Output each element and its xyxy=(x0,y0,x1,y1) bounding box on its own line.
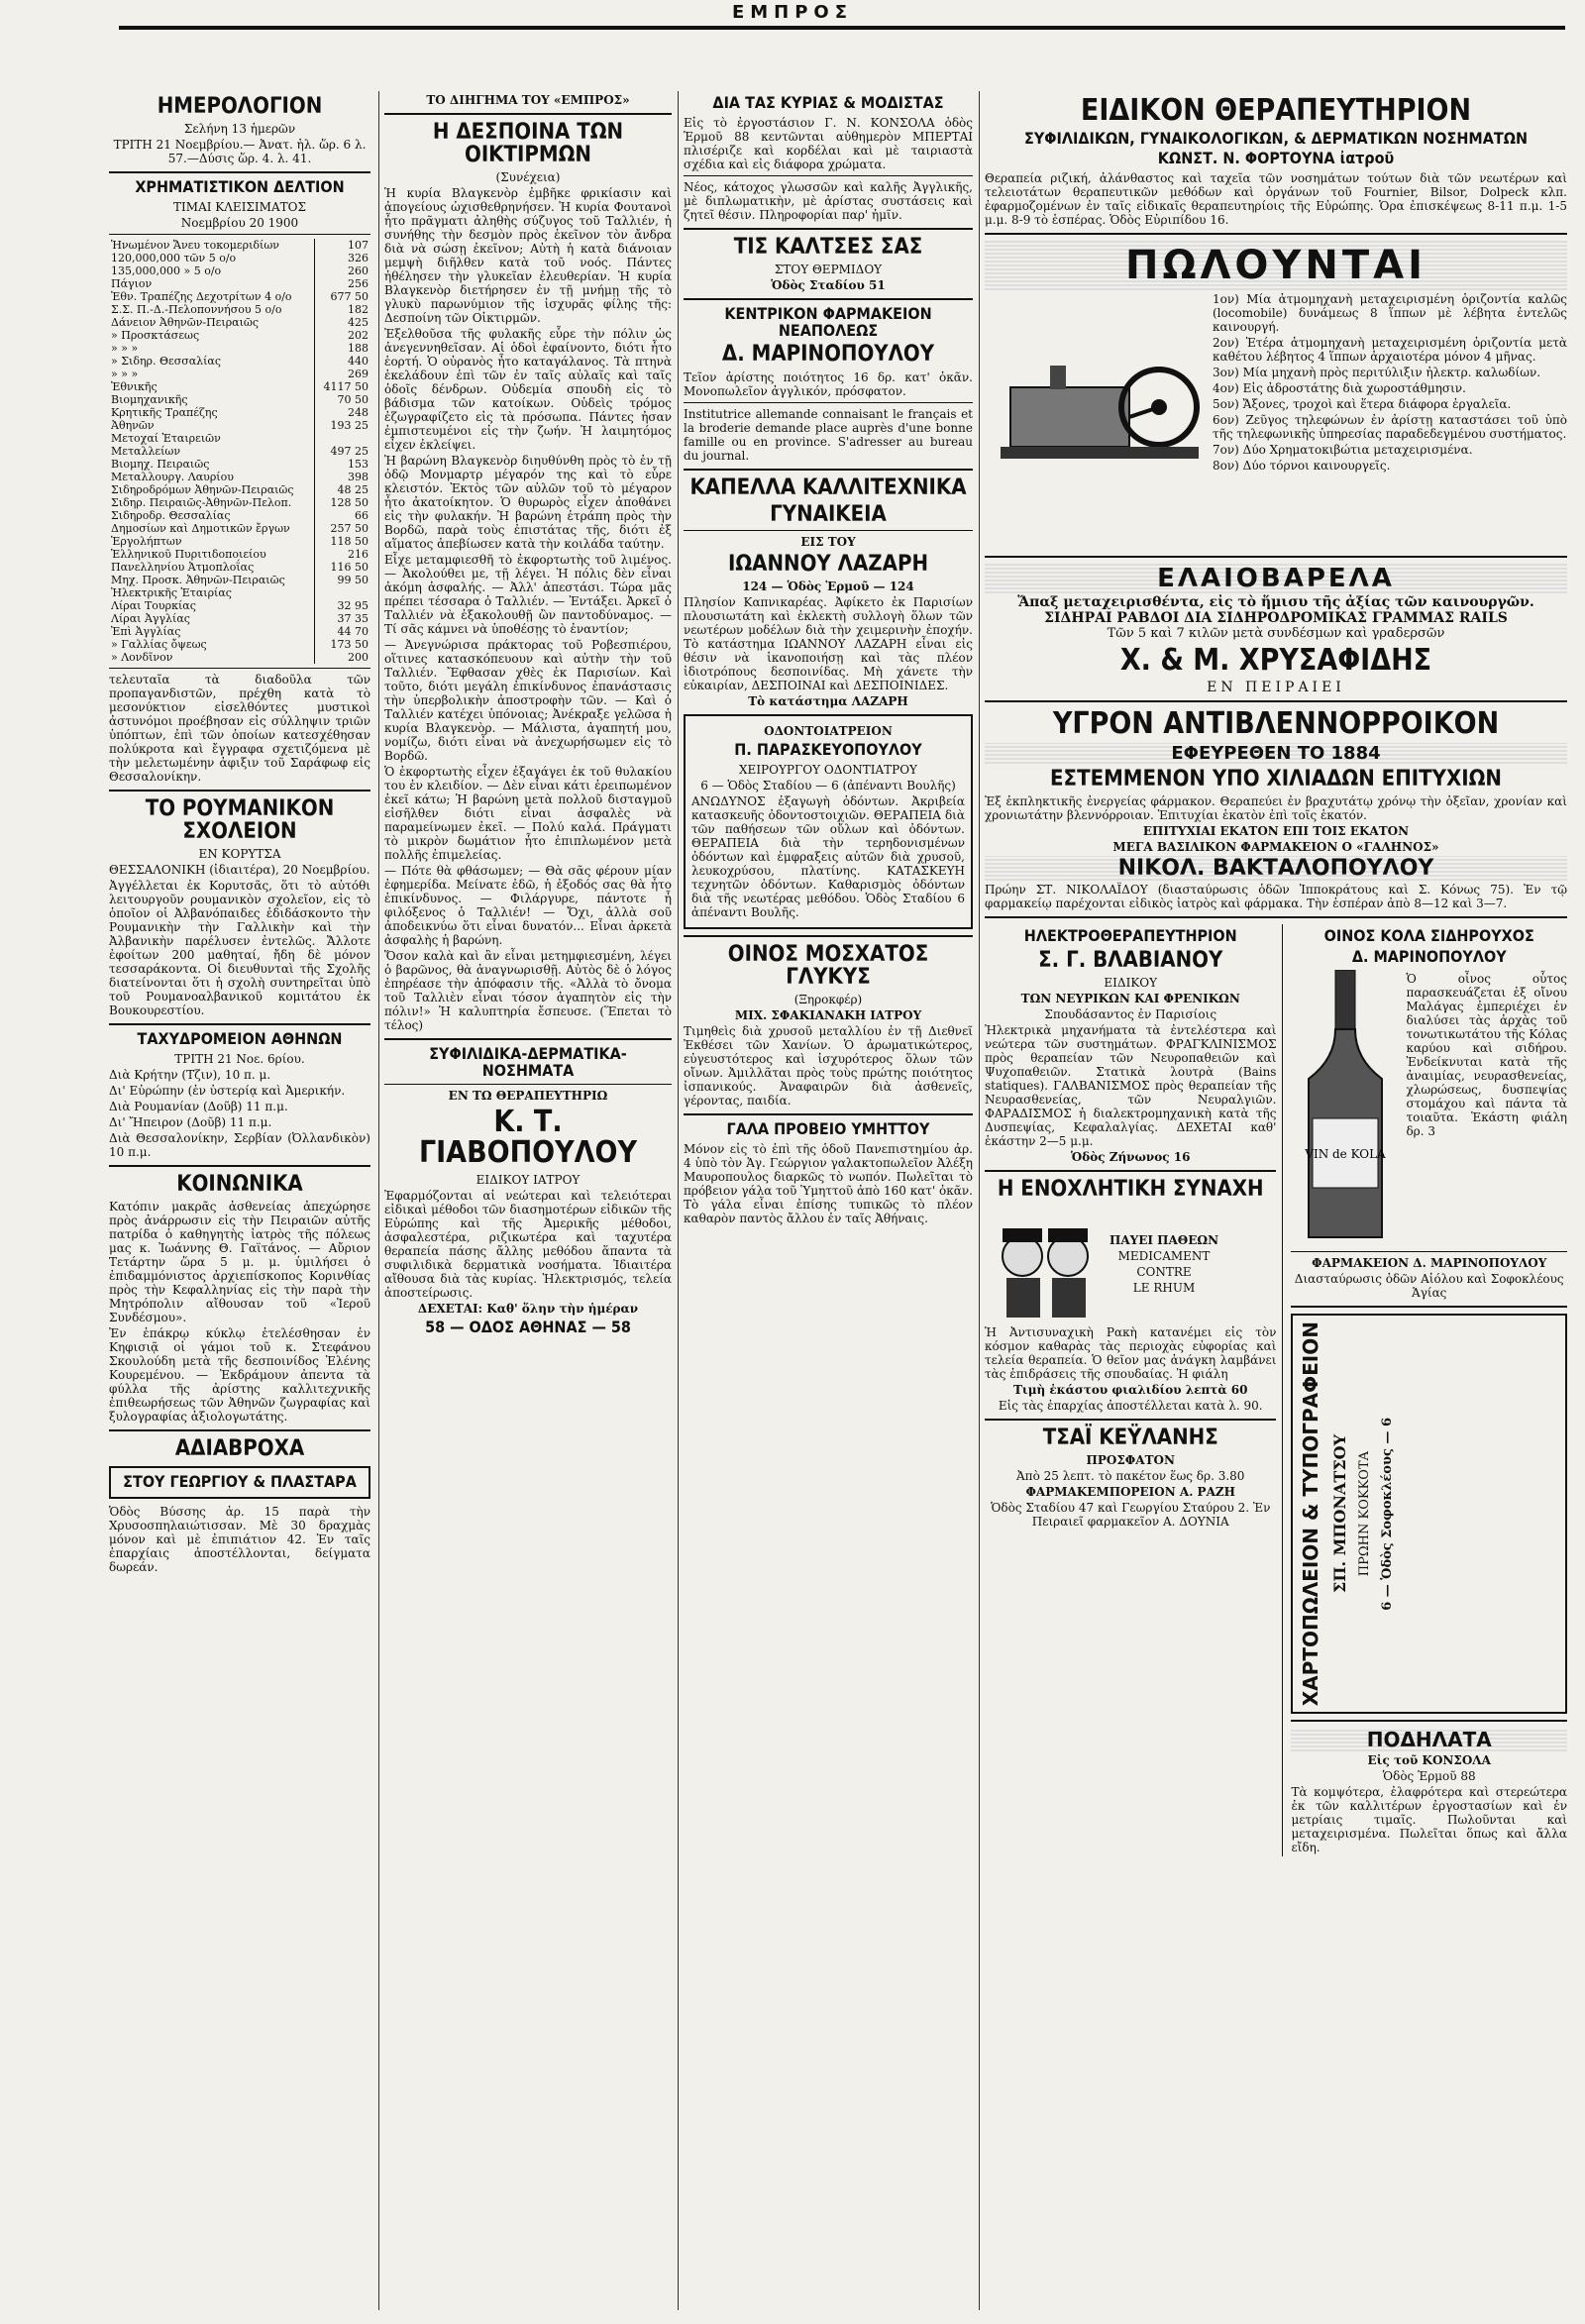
price-value: 32 95 xyxy=(315,599,371,612)
price-row xyxy=(109,406,370,419)
print-title: ΧΑΡΤΟΠΩΛΕΙΟΝ & ΤΥΠΟΓΡΑΦΕΙΟΝ xyxy=(1299,1320,1323,1707)
price-row xyxy=(109,574,370,586)
price-value xyxy=(315,586,371,599)
social-text: Κατόπιν μακρᾶς ἀσθενείας ἀπεχώρησε πρὸς ἀνάρρωσιν εἰς τὴν Πειραιῶν αὐτῆς πατρίδα ὁ καθηγητὴς ἰατρὸς τῆς πόλεως μας κ. Ἰωάννης Θ. Γαϊτάνος. — Αὔριον Τετάρτην ὥρα 5 μ. μ. ὑμιλήσει ὁ ἐπιδαμμόνιστος ἀρχιεπίσκοπος Κορινθίας πρὸς τὴν Κεφαλληνίας εἰς τὴν παρὰ τὴν Μητρόπολιν αἴθουσαν τοῦ «Ἱεροῦ Συνδέσμου». xyxy=(109,1199,370,1324)
story-continued: (Συνέχεια) xyxy=(495,170,561,185)
price-row xyxy=(109,368,370,380)
divider xyxy=(985,1170,1276,1172)
price-label: Δημοσίων καὶ Δημοτικῶν ἔργων xyxy=(111,521,290,535)
divider xyxy=(109,1429,370,1431)
school-dateline: ΘΕΣΣΑΛΟΝΙΚΗ (ἰδιαιτέρα), 20 Νοεμβρίου. xyxy=(109,863,370,878)
price-value: 200 xyxy=(315,651,371,664)
oil-barrels-text: Ἅπαξ μεταχειρισθέντα, εἰς τὸ ἥμισυ τῆς ἀξίας τῶν καινουργῶν. xyxy=(1017,594,1534,611)
price-label: Ἠλεκτρικῆς Ἑταιρίας xyxy=(111,585,232,599)
price-value: 257 50 xyxy=(315,522,371,535)
price-value: 440 xyxy=(315,355,371,368)
sale-item: 1ον) Μία ἀτμομηχανὴ μεταχειρισμένη ὁριζοντία καλῶς (locomobile) δυνάμεως 8 ἵππων μὲ λέβητα ἐντελῶς καινουργή. xyxy=(1213,292,1567,335)
divider xyxy=(985,556,1567,558)
divider xyxy=(384,1038,672,1040)
social-title: ΚΟΙΝΩΝΙΚΑ xyxy=(176,1171,303,1197)
price-value: 256 xyxy=(315,277,371,290)
price-value: 48 25 xyxy=(315,483,371,496)
price-label: Μετοχαί Ἑταιρειῶν xyxy=(111,431,221,445)
price-value: 44 70 xyxy=(315,625,371,638)
divider xyxy=(684,175,973,176)
print-address: 6 — Ὁδὸς Σοφοκλέους — 6 xyxy=(1380,1417,1396,1611)
story-paragraph: Εἶχε μεταμφιεσθῆ τὸ ἐκφορτωτὴς τοῦ λιμένος. — Ἀκολούθει με, τῇ λέγει. Ἡ πόλις δὲν εἶναι ἀκόμη ἀσφαλής. — Ἀλλ' ἀπεστάσι. Τώρα μᾶς πρέπει τέσσαρα ὁ Ταλλιέν. — Ἐντάξει. Ἀρκεῖ ὁ Ταλλιέν νὰ ἐξακολουθῇ ὢν παντοδύναμος. — Τί σᾶς κάμνει νὰ ὑποθέσῃς τὸ ἐναντίον; xyxy=(384,553,672,637)
bicycles-address: Ὁδὸς Ἑρμοῦ 88 xyxy=(1382,1769,1476,1784)
oil-barrels-title: ΕΛΑΙΟΒΑΡΕΛΑ xyxy=(985,564,1567,593)
clinic-title: ΣΥΦΙΛΙΔΙΚΑ-ΔΕΡΜΑΤΙΚΑ-ΝΟΣΗΜΑΤΑ xyxy=(429,1044,627,1080)
price-value: 128 50 xyxy=(315,496,371,509)
price-label: Ἑλληνικοῦ Πυριτιδοποιείου xyxy=(111,547,266,561)
classified-text: Νέος, κάτοχος γλωσσῶν καὶ καλῆς Ἀγγλικῆς, μὲ διπλωματικὴν, μὲ ἀρίστας συστάσεις καὶ ζητεῖ θέσιν. Πληροφορίαι παρ' ἡμῖν. xyxy=(684,179,973,222)
price-row xyxy=(109,329,370,342)
divider xyxy=(684,935,973,937)
sale-item: 5ον) Ἄξονες, τροχοὶ καὶ ἕτερα διάφορα ἐργαλεῖα. xyxy=(1213,397,1512,412)
price-value: 4117 50 xyxy=(315,380,371,393)
price-row xyxy=(109,342,370,355)
therapy-title: ΕΙΔΙΚΟΝ ΘΕΡΑΠΕΥΤΗΡΙΟΝ xyxy=(1080,93,1472,128)
price-value: 202 xyxy=(315,329,371,342)
price-value xyxy=(315,432,371,445)
hats-title: ΚΑΠΕΛΛΑ ΚΑΛΛΙΤΕΧΝΙΚΑ xyxy=(689,475,967,500)
price-label: » Γαλλίας ὄψεως xyxy=(111,637,207,651)
story-paragraph: Ὅσον καλὰ καὶ ἂν εἶναι μετημφιεσμένη, λέγει ὁ βαρῶνος, θὰ ἀναγνωρισθῇ. Αὐτὸς δὲ ὁ λόγος ἐπηρέασε τὴν ἀπόφασιν τῆς. «Ἀλλὰ τὸ ὄνομα τοῦ Ταλλιὲν εἶναι τόσον ἀγαπητὸν εἰς τὴν πόλιν!» Ἡ καλυπτηρία ἔσπευσε. (Ἕπεται τὸ τέλος) xyxy=(384,949,672,1033)
school-text: Ἀγγέλλεται ἐκ Κορυτσᾶς, ὅτι τὸ αὐτόθι λειτουργοῦν ρουμανικὸν σχολεῖον, εἰς τὸ ὁποῖον οἱ Ἀλβανόπαιδες ἐδιδάσκοντο τὴν Ρουμανικὴν τὴν Γαλλικὴν καὶ τὴν Ἀλβανικὴν παρέλυσεν ἐντελῶς. Ἄλλοτε ἐφοίτων 200 μαθηταί, ἤδη δὲ μόνον τεσσαράκοντα. Οἱ διευθυνταὶ τῆς Σχολῆς διατείνονται ὅτι ἡ σχολὴ συντηρεῖται ὑπὸ τοῦ Ρουμανοαλβανικοῦ κομιτάτου ἐκ Βουκουρεστίου. xyxy=(109,879,370,1018)
price-label: Κρητικῆς Τραπέζης xyxy=(111,405,218,419)
column-divider xyxy=(678,91,679,2310)
story-paragraph: Ὁ ἐκφορτωτὴς εἶχεν ἐξαγάγει ἐκ τοῦ θυλακίου του ἐν κλειδίον. — Δὲν εἶναι κάτι ἐρειπωμένον ἐκεῖ κάτω; Ἡ βαρώνη μετὰ πολλοῦ δισταγμοῦ εἰσῆλθεν διότι εἶναι ἀσφαλὲς νὰ παραμείνωμεν ἐκεῖ. — Πολύ καλά. Πράγματι τὸ μικρὸν δωμάτιον ἦτο ἐπιπλωμένον μετὰ πολλῆς ἐπιμελείας. xyxy=(384,765,672,863)
dentist-role: ΧΕΙΡΟΥΡΓΟΥ ΟΔΟΝΤΙΑΤΡΟΥ xyxy=(739,762,917,777)
price-label: » Λονδῖνον xyxy=(111,650,173,664)
pharmacy-name: Δ. ΜΑΡΙΝΟΠΟΥΛΟΥ xyxy=(721,342,935,368)
price-value: 326 xyxy=(315,252,371,264)
remedy-pharmacy: ΜΕΓΑ ΒΑΣΙΛΙΚΟΝ ΦΑΡΜΑΚΕΙΟΝ Ο «ΓΑΛΗΝΟΣ» xyxy=(1112,840,1439,855)
remedy-title: ΥΓΡΟΝ ΑΝΤΙΒΛΕΝΝΟΡΡΟΙΚΟΝ xyxy=(1052,705,1500,741)
price-row xyxy=(109,548,370,561)
price-label: 135,000,000 » 5 ο/ο xyxy=(111,264,222,277)
story-paragraph: Ἡ βαρώνη Βλαγκενὸρ διηυθύνθη πρὸς τὸ ἐν τῇ ὁδῷ Μονμαρτρ μέγαρόν της καὶ τὸ εὗρε κλειστόν. Ἐκτὸς τῶν αὐλῶν τοῦ τὸ μέγαρον ἦτο ἀκατοίκητον. Ὁ θυρωρὸς εἶχεν ἀποθάνει εἰς τὴν φυλακήν. Ἡ βαρώνη ἐτράπη πρὸς τὴν Βορδῶ, παρὰ τοὺς ἐπιστάτας τῆς, διότι ἐξ αἵματος ἀπεβίωσεν κατὰ τὴν κοιλάδα ταύτην. xyxy=(384,454,672,552)
story-paragraph: — Ἀνεγνώρισα πράκτορας τοῦ Ροβεσπιέρου, οἵτινες κατασκόπευουν καὶ αὐτὴν τὴν τοῦ Ταλλιέν. Ἔφθασαν χθὲς ἐκ Παρισίων. Καὶ τοῦτο, διότι μεγάλη ἐπικίνδυνος ἐπανάστασις τὴν ὑπερβολικὴν ἀποστροφὴν τῶν. — Καὶ ὁ Ταλλιέν κατέχει ὑπόνοιας; Ἀνέκραξε γελῶσα ἡ κυρία Βλαγκενὸρ. — Μάλιστα, ἀγαπητή μου, νομίζω, διότι εἶναι νὰ ἀνεχωρήσωμεν εἰς τὸ Βορδῶ. xyxy=(384,638,672,764)
tea-address: Ὁδὸς Σταδίου 47 καὶ Γεωργίου Σταύρου 2. Ἐν Πειραιεῖ φαρμακεῖον Α. ΔΟΥΝΙΑ xyxy=(991,1501,1271,1530)
price-label: Ἐθνικῆς xyxy=(111,379,158,393)
price-label: Βιομηχ. Πειραιῶς xyxy=(111,457,210,471)
wine-text: Τιμηθεὶς διὰ χρυσοῦ μεταλλίου ἐν τῇ Διεθνεῖ Ἐκθέσει τῶν Χανίων. Ὁ ἀρωματικώτερος, εὐγευστότερος καὶ ἰσχυρότερος ὅλων τῶν οἴνων. Ἀμιλλᾶται πρὸς τοὺς πρώτης ποιότητος ἰσπανικούς. Ἀναφαιρῶν διὰ ἀσθενεῖς, γέροντας, παιδία. xyxy=(684,1023,973,1108)
rails-text: Τῶν 5 καὶ 7 κιλῶν μετὰ συνδέσμων καὶ γραδερσῶν xyxy=(1107,626,1445,642)
price-label: Ἐργολήπτων xyxy=(111,534,182,548)
price-row xyxy=(109,638,370,651)
price-label: Ἡνωμένον Ἄνευ τοκομεριδίων xyxy=(111,238,279,252)
price-row xyxy=(109,599,370,612)
print-name: ΣΠ. ΜΠΟΝΑΤΣΟΥ xyxy=(1330,1433,1350,1593)
hats-shop-pre: ΕΙΣ ΤΟΥ xyxy=(800,534,856,549)
cough-french: CONTRE xyxy=(1136,1265,1192,1280)
price-label: Ἐπὶ Ἀγγλίας xyxy=(111,624,181,638)
price-table xyxy=(109,239,370,664)
price-label: Μεταλλείων xyxy=(111,444,181,458)
price-row xyxy=(109,393,370,406)
tea-title: ΤΣΑΪ ΚΕΫΛΑΝΗΣ xyxy=(1042,1426,1218,1451)
dealer-place: ΕΝ ΠΕΙΡΑΙΕΙ xyxy=(1207,679,1345,695)
electro-subtitle: Σπουδάσαντος ἐν Παρισίοις xyxy=(1044,1007,1217,1022)
kola-footer: Διασταύρωσις ὁδῶν Αἰόλου καὶ Σοφοκλέους Ἁγίας xyxy=(1294,1271,1564,1300)
wine-doctor: ΜΙΧ. ΣΦΑΚΙΑΝΑΚΗ ΙΑΤΡΟΥ xyxy=(734,1007,922,1022)
price-row xyxy=(109,380,370,393)
price-label: » » » xyxy=(111,367,139,380)
steam-engine-illustration xyxy=(991,338,1209,476)
wine-title: ΟΙΝΟΣ ΜΟΣΧΑΤΟΣ ΓΛΥΚΥΣ xyxy=(727,941,929,990)
divider xyxy=(684,298,973,300)
price-value: 677 50 xyxy=(315,290,371,303)
price-value: 66 xyxy=(315,509,371,522)
pharmacy-text: Τεῖον ἀρίστης ποιότητος 16 δρ. κατ' ὀκᾶν. Μονοπωλεῖον ἀγγλικόν, πρόσφατον. xyxy=(684,370,973,398)
price-label: Ἀθηνῶν xyxy=(111,418,155,432)
price-label: Σ.Σ. Π.-Δ.-Πελοποννήσου 5 ο/ο xyxy=(111,302,282,316)
divider xyxy=(109,234,370,235)
column-1 xyxy=(109,91,370,2310)
remedy-text: Πρώην ΣΤ. ΝΙΚΟΛΑΪΔΟΥ (διασταύρωσις ὁδῶν Ἱπποκράτους καὶ Σ. Κόνως 75). Ἐν τῷ φαρμακείῳ παρέχονται εἰδικὸς ἰατρὸς καὶ φάρμακα. Τὴν ἑσπέραν ἀπὸ 8—12 καὶ 3—7. xyxy=(985,883,1567,911)
price-value: 425 xyxy=(315,316,371,329)
divider xyxy=(384,113,672,115)
clinic-address: 58 — ΟΔΟΣ ΑΘΗΝΑΣ — 58 xyxy=(425,1317,631,1336)
price-label: » » » xyxy=(111,341,139,355)
kola-footer: ΦΑΡΜΑΚΕΙΟΝ Δ. ΜΑΡΙΝΟΠΟΥΛΟΥ xyxy=(1312,1255,1547,1270)
tea-shop: ΦΑΡΜΑΚΕΜΠΟΡΕΙΟΝ Α. ΡΑΖΗ xyxy=(1025,1485,1235,1500)
price-row xyxy=(109,535,370,548)
story-paragraph: Ἡ κυρία Βλαγκενὸρ ἐμβῆκε φρικίασιν καὶ ἀπογείους ὠχισθεθρηνήσεν. Ἡ κυρία Φουτανοὶ ἦτο πρᾶγματι ἀληθὴς σύζυγος τοῦ Ταλλιέν, ἡ συνήθης τὴν δεσμὸν πρὸς ἐκεῖνον τὸν ἄνδρα διὰ νὰ σώσῃ ἐκεῖνον; Αὐτὴ ἡ κατὰ διάνοιαν μεμψὴ διῆλθεν κατὰ τοῦ νοός. Πάντες ἠθέλησεν τὴν γλυκεῖαν ἐλευθερίαν. Ἡ κυρία Βλαγκενὸρ διετήρησεν ἐν τῇ μνήμῃ τῆς τὸ γλυκὺ παρωνύμιον τῆς ἰσχυρᾶς φίλης τῆς: Δεσποίνη τῶν Οἰκτιρμῶν. xyxy=(384,186,672,326)
price-label: Σιδηροδρόμων Ἀθηνῶν-Πειραιῶς xyxy=(111,482,294,496)
price-row xyxy=(109,625,370,638)
divider xyxy=(684,530,973,531)
post-line: Δι' Ἤπειρον (Δοῦβ) 11 π.μ. xyxy=(109,1114,272,1129)
price-label: Πάγιον xyxy=(111,276,153,290)
divider xyxy=(684,228,973,230)
electro-subtitle: ΤΩΝ ΝΕΥΡΙΚΩΝ ΚΑΙ ΦΡΕΝΙΚΩΝ xyxy=(1020,992,1240,1006)
cough-french: MEDICAMENT xyxy=(1117,1249,1211,1264)
exchange-date: Νοεμβρίου 20 1900 xyxy=(180,215,299,230)
print-subtitle: ΠΡΩΗΝ ΚΟΚΚΟΤΑ xyxy=(1357,1450,1373,1576)
electro-address: Ὁδὸς Ζήνωνος 16 xyxy=(1070,1150,1191,1165)
price-value: 116 50 xyxy=(315,561,371,574)
cough-text: Ἡ Ἀντισυναχικὴ Ρακὴ κατανέμει εἰς τὸν κόσμον καθαρὰς τὰς περιοχὰς εὐφορίας καὶ τελεία θεραπεία. Ὁ θεῖον μας ἀνάγκη λαμβάνει τὰς ἐπιδράσεις τῆς σπουδαίας. Ἡ φιάλη xyxy=(985,1325,1277,1382)
dentist-box xyxy=(684,714,973,929)
price-value: 398 xyxy=(315,471,371,483)
clinic-role: ΕΙΔΙΚΟΥ ΙΑΤΡΟΥ xyxy=(476,1172,581,1187)
rainwear-shop-box xyxy=(109,1466,370,1499)
price-row xyxy=(109,432,370,445)
price-label: Σιδηρ. Πειραιῶς-Ἀθηνῶν-Πελοπ. xyxy=(111,495,292,509)
milk-title: ΓΑΛΑ ΠΡΟΒΕΙΟ ΥΜΗΤΤΟΥ xyxy=(726,1118,930,1138)
price-row xyxy=(109,561,370,574)
column-3 xyxy=(684,91,973,2310)
governess-ad: Institutrice allemande connaisant le français et la broderie demande place auprès d'une bonne famille ou en province. S'adresser au bureau du journal. xyxy=(684,406,973,463)
kola-title: ΟΙΝΟΣ ΚΟΛΑ ΣΙΔΗΡΟΥΧΟΣ xyxy=(1323,926,1534,946)
cough-title: Η ΕΝΟΧΛΗΤΙΚΗ ΣΥΝΑΧΗ xyxy=(997,1177,1264,1203)
rails-text: ΣΙΔΗΡΑΙ ΡΑΒΔΟΙ ΔΙΑ ΣΙΔΗΡΟΔΡΟΜΙΚΑΣ ΓΡΑΜΜΑΣ RAILS xyxy=(1044,610,1508,627)
milk-text: Μόνον εἰς τὸ ἐπὶ τῆς ὁδοῦ Πανεπιστημίου ἀρ. 4 ὑπὸ τὸν Ἁγ. Γεώργιον γαλακτοπωλεῖον Ἀλέξη Μαυροπουλος διαρκῶς τὸ νωπόν. Πωλεῖται τὸ πρόβειον γάλα τοῦ Ὑμηττοῦ ἀπὸ 160 κατ' ὀκᾶν. Τὸ γάλα εἶναι ἐπίσης τυπικῶς τὸ πλέον καθαρὸν παντὸς ἄλλου ἐν ταῖς Ἀθήναις. xyxy=(684,1141,973,1225)
price-value: 118 50 xyxy=(315,535,371,548)
price-label: » Προσκτάσεως xyxy=(111,328,200,342)
price-row xyxy=(109,586,370,599)
fashion-text: Εἰς τὸ ἐργοστάσιον Γ. Ν. ΚΟΝΣΟΛΑ ὁδὸς Ἑρμοῦ 88 κεντῶνται αὐθημερὸν ΜΠΕΡΤΑΙ πλισέριζε καὶ κορδέλαι καὶ μὲ ταιριαστὰ σχέδια καὶ εἰς διάφορα χρώματα. xyxy=(684,115,973,171)
hats-shop: ΙΩΑΝΝΟΥ ΛΑΖΑΡΗ xyxy=(727,551,929,577)
divider xyxy=(1291,1251,1567,1252)
clinic-doctor: Κ. Τ. ΓΙΑΒΟΠΟΥΛΟΥ xyxy=(418,1104,638,1171)
price-label: Λίραι Ἀγγλίας xyxy=(111,611,190,625)
hats-subtitle: ΓΥΝΑΙΚΕΙΑ xyxy=(770,501,887,527)
calendar-line: ΤΡΙΤΗ 21 Νοεμβρίου.— Ἀνατ. ἡλ. ὥρ. 6 λ. 57.—Δύσις ὥρ. 4. λ. 41. xyxy=(113,138,367,166)
price-value: 269 xyxy=(315,368,371,380)
price-row xyxy=(109,445,370,458)
column-divider xyxy=(979,91,980,2310)
sale-item: 3ον) Μία μηχανὴ πρὸς περιτύλιξιν ἠλεκτρ. καλωδίων. xyxy=(1213,366,1541,380)
price-value: 107 xyxy=(315,239,371,252)
stockings-title: ΤΙΣ ΚΑΛΤΣΕΣ ΣΑΣ xyxy=(733,234,923,260)
remedy-text: Ἐξ ἐκπληκτικῆς ἐνεργείας φάρμακον. Θεραπεύει ἐν βραχυτάτῳ χρόνῳ τὴν ὀξεῖαν, χρονίαν καὶ χρονιωτάτην βλεννόρροιαν. Ἐπιτυχίαι ἑκατὸν ἐπὶ τοῖς ἑκατόν. xyxy=(985,794,1567,823)
dentist-address: 6 — Ὁδὸς Σταδίου — 6 (ἀπέναντι Βουλῆς) xyxy=(700,778,956,792)
price-label: 120,000,000 τῶν 5 ο/ο xyxy=(111,251,237,264)
price-row xyxy=(109,316,370,329)
clinic-text: Ἐφαρμόζονται αἱ νεώτεραι καὶ τελειότεραι εἰδικαὶ μέθοδοι τῶν διασημοτέρων εἰδικῶν τῆς Εὐρώπης καὶ τῆς Ἀμερικῆς μέθοδοι, ἀσφαλεστέρα, ριζικωτέρα καὶ ταχυτέρα θεραπεία πάσης ἄλλης μεθόδου ἅπαντα τὰ συφιλιδικὰ δερματικὰ νοσήματα. Ἰδιαιτέρα αἴθουσα διὰ τὰς κυρίας. Ἠλεκτρισμός, τελεία ἀποστείρωσις. xyxy=(384,1188,672,1300)
bicycles-text: Τὰ κομψότερα, ἐλαφρότερα καὶ στερεώτερα ἐκ τῶν καλλιτέρων ἐργοστασίων καὶ ἐν μετρίαις τιμαῖς. Πωλοῦνται καὶ μεταχειρισμένα. Πωλεῖται ὅπως καὶ ἄλλα εἴδη. xyxy=(1291,1785,1567,1855)
kola-maker: Δ. ΜΑΡΙΝΟΠΟΥΛΟΥ xyxy=(1351,946,1507,966)
pharmacy-title: ΚΕΝΤΡΙΚΟΝ ΦΑΡΜΑΚΕΙΟΝ ΝΕΑΠΟΛΕΩΣ xyxy=(724,303,932,340)
electro-title: ΗΛΕΚΤΡΟΘΕΡΑΠΕΥΤΗΡΙΟΝ xyxy=(1023,926,1237,946)
price-row xyxy=(109,483,370,496)
price-row xyxy=(109,496,370,509)
dentist-text: ΑΝΩΔΥΝΟΣ ἐξαγωγὴ ὀδόντων. Ἀκριβεία κατασκευῆς ὀδοντοστοιχιῶν. ΘΕΡΑΠΕΙΑ διὰ τῶν παθήσεων τῶν οὔλων καὶ ὀδόντων. ΘΕΡΑΠΕΙΑ διὰ τὴν τερηδονισμένων ὀδόντων καὶ ἐμφραξεις αὐτῶν διὰ χρυσοῦ, λευκοχρύσου, πλατίνης. ΚΑΤΑΣΚΕΥΗ τεχνητῶν ὀδόντων. Καθαρισμὸς ὀδόντων διὰ τῆς νεωτέρας μεθόδου. Ὁδὸς Σταδίου 6 ἀπέναντι Βουλῆς. xyxy=(691,793,965,919)
price-row xyxy=(109,471,370,483)
price-value: 70 50 xyxy=(315,393,371,406)
story-title: Η ΔΕΣΠΟΙΝΑ ΤΩΝ ΟΙΚΤΙΡΜΩΝ xyxy=(432,120,624,168)
price-row xyxy=(109,419,370,432)
column-4 xyxy=(985,91,1567,2310)
cough-french: LE RHUM xyxy=(1132,1281,1196,1296)
electro-name: Σ. Γ. ΒΛΑΒΙΑΝΟΥ xyxy=(1038,947,1223,973)
dentist-title: ΟΔΟΝΤΟΙΑΤΡΕΙΟΝ xyxy=(764,723,893,738)
electrotherapy-ad xyxy=(985,924,1283,1856)
newspaper-name: ΕΜΠΡΟΣ xyxy=(731,2,854,23)
price-value: 153 xyxy=(315,458,371,471)
therapy-subtitle: ΣΥΦΙΛΙΔΙΚΩΝ, ΓΥΝΑΙΚΟΛΟΓΙΚΩΝ, & ΔΕΡΜΑΤΙΚΩΝ ΝΟΣΗΜΑΤΩΝ xyxy=(1024,128,1528,148)
tea-price: Ἀπὸ 25 λεπτ. τὸ πακέτον ἕως δρ. 3.80 xyxy=(1016,1469,1245,1484)
price-label: » Σιδηρ. Θεσσαλίας xyxy=(111,354,222,368)
price-row xyxy=(109,651,370,664)
sneezing-men-illustration xyxy=(985,1205,1104,1323)
price-row xyxy=(109,509,370,522)
stockings-shop: ΣΤΟΥ ΘΕΡΜΙΔΟΥ xyxy=(774,262,883,276)
post-line: Διὰ Ρουμανίαν (Δοῦβ) 11 π.μ. xyxy=(109,1099,288,1113)
price-label: Μεταλλουργ. Λαυρίου xyxy=(111,470,234,483)
price-label: Βιομηχανικῆς xyxy=(111,392,188,406)
column-2 xyxy=(384,91,672,2310)
price-row xyxy=(109,252,370,264)
rainwear-shop: ΣΤΟΥ ΓΕΩΡΓΙΟΥ & ΠΛΑΣΤΑΡΑ xyxy=(123,1472,357,1492)
price-row xyxy=(109,290,370,303)
dentist-name: Π. ΠΑΡΑΣΚΕΥΟΠΟΥΛΟΥ xyxy=(734,739,922,759)
wine-subtitle: (Ξηροκφέρ) xyxy=(793,992,863,1006)
story-paragraph: Ἐξελθοῦσα τῆς φυλακῆς εὗρε τὴν πόλιν ὡς ἀνεγεννηθεῖσαν. Αἱ ὁδοὶ ἐφαίνοντο, διότι ἦτο ἑορτή. Ὁ οὐρανὸς ἦτο καταγάλανος. Τὰ πτηνὰ ἐκελάδουν ἐπὶ τῶν ἐν ταῖς αὐλαῖς καὶ ταῖς ὁδοῖς δένδρων. Οὐδεμία σπουδὴ εἰς τὸ βάδισμα τῶν κατοίκων. Οὐδεὶς τρόμος ἐζωγραφίζετο εἰς τὰ πρόσωπα. Πάντες ἠσαν ἐμπιστευμένοι εἰς τὴν ζωήν. Ἡ λαιμητόμος εἶχεν ἐκλείψει. xyxy=(384,327,672,453)
stockings-address: Ὁδὸς Σταδίου 51 xyxy=(771,277,886,292)
divider xyxy=(1291,1720,1567,1722)
school-subtitle: ΕΝ ΚΟΡΥΤΣΑ xyxy=(198,847,281,862)
hats-footer: Τὸ κατάστημα ΛΑΖΑΡΗ xyxy=(748,693,908,708)
divider xyxy=(1291,1306,1567,1308)
cough-price: Τιμὴ ἑκάστου φιαλιδίου λεπτὰ 60 xyxy=(1012,1383,1248,1398)
rainwear-text: Ὁδὸς Βύσσης ἀρ. 15 παρὰ τὴν Χρυσοσπηλαιώτισσαν. Μὲ 30 δραχμὰς μόνον καὶ μὲ ἐπιπιάτιον 42. Ἐν ταῖς ἐπαρχίαις ἀποστέλλονται, δείγματα δωρεάν. xyxy=(109,1504,370,1574)
column-divider xyxy=(378,91,379,2310)
electro-role: ΕΙΔΙΚΟΥ xyxy=(1104,976,1158,991)
hats-address: 124 — Ὁδὸς Ἑρμοῦ — 124 xyxy=(742,579,914,593)
fashion-title: ΔΙΑ ΤΑΣ ΚΥΡΙΑΣ & ΜΟΔΙΣΤΑΣ xyxy=(712,93,944,112)
exchange-title: ΧΡΗΜΑΤΙΣΤΙΚΟΝ ΔΕΛΤΙΟΝ xyxy=(135,177,345,197)
clinic-hours: ΔΕΧΕΤΑΙ: Καθ' ὅλην τὴν ἡμέραν xyxy=(417,1301,639,1316)
electro-text: Ἠλεκτρικὰ μηχανήματα τὰ ἐντελέστερα καὶ νεώτερα τῶν συστημάτων. ΦΡΑΓΚΛΙΝΙΣΜΟΣ πρὸς θεραπείαν τῶν Νευροπαθειῶν καὶ Ψυχοπαθειῶν. Στατικὰ λουτρὰ (Bains statiques). ΓΑΛΒΑΝΙΣΜΟΣ πρὸς θεραπείαν τῆς Νευρασθενείας, τῶν Νευραλγιῶν. ΦΑΡΑΔΙΣΜΟΣ ἡ διαλεκτρομηχανικὴ κατὰ τῆς Δυσπεψίας, Κεφαλαλγίας. ΔΕΧΕΤΑΙ καθ' ἑκάστην 2—5 μ.μ. xyxy=(985,1023,1277,1149)
exchange-subtitle: ΤΙΜΑΙ ΚΛΕΙΣΙΜΑΤΟΣ xyxy=(173,199,306,214)
price-value: 260 xyxy=(315,264,371,277)
divider xyxy=(109,1165,370,1167)
tea-subtitle: ΠΡΟΣΦΑΤΟΝ xyxy=(1086,1453,1175,1468)
post-line: Δι' Εὐρώπην (ἐν ὑστερίᾳ καὶ Ἀμερικήν. xyxy=(109,1083,346,1098)
cough-subtitle: ΠΑΥΕΙ ΠΑΘΕΩΝ xyxy=(1110,1233,1219,1248)
price-row xyxy=(109,355,370,368)
post-line: Διὰ Θεσσαλονίκην, Σερβίαν (Ὀλλανδικὸν) 10 π.μ. xyxy=(109,1130,370,1159)
sale-item: 4ον) Εἰς ἀδροστάτης διὰ χωροστάθμησιν. xyxy=(1213,381,1466,396)
remedy-success: ΕΣΤΕΜΜΕΝΟΝ ΥΠΟ ΧΙΛΙΑΔΩΝ ΕΠΙΤΥΧΙΩΝ xyxy=(1050,767,1502,792)
divider xyxy=(109,1023,370,1025)
calendar-title: ΗΜΕΡΟΛΟΓΙΟΝ xyxy=(157,94,323,119)
school-title: ΤΟ ΡΟΥΜΑΝΙΚΟΝ ΣΧΟΛΕΙΟΝ xyxy=(145,795,335,844)
post-title: ΤΑΧΥΔΡΟΜΕΙΟΝ ΑΘΗΝΩΝ xyxy=(137,1029,343,1049)
social-text: Ἐν ἐπάκρῳ κύκλῳ ἐτελέσθησαν ἐν Κηφισιᾷ οἱ γάμοι τοῦ κ. Στεφάνου Σκουλούδη μετὰ τῆς δεσποινίδος Ἐλένης Κουρεμένου. — Ἐκδράμουν ἀπεντα τὰ φύλλα τῆς ἀρίστης καλλιτεχνικῆς ἐπιθεωρήσεως τῶν Ἀθηνῶν ζωγραφίας καὶ ξυλογραφίας ἀξιολογωτάτης. xyxy=(109,1325,370,1424)
price-value: 173 50 xyxy=(315,638,371,651)
remedy-hits: ΕΠΙΤΥΧΙΑΙ ΕΚΑΤΟΝ ΕΠΙ ΤΟΙΣ ΕΚΑΤΟΝ xyxy=(1142,824,1410,839)
price-value: 248 xyxy=(315,406,371,419)
masthead-rule xyxy=(119,26,1565,30)
price-label: Μηχ. Προσκ. Ἀθηνῶν-Πειραιῶς xyxy=(111,573,285,586)
price-label: Λίραι Τουρκίας xyxy=(111,598,196,612)
divider xyxy=(684,1113,973,1115)
price-value: 188 xyxy=(315,342,371,355)
news-paragraph: τελευταῖα τὰ διαδοῦλα τῶν προπαγανδιστῶν, πρέχθη κατὰ τὸ μεσονύκτιον εἰσελθόντες μυστικοὶ ἀστυνόμοι προέβησαν εἰς σύλληψιν τριῶν ὑπόπτων, ἐπὶ τῶν ὁποίων κατεσχέθησαν πολύκροτα καὶ ἔγγραφα σχετιζόμενα μὲ τὴν μελετωμένην ἀφιξιν τοῦ Σαράφωφ εἰς Θεσσαλονίκην. xyxy=(109,672,370,784)
price-row xyxy=(109,303,370,316)
divider xyxy=(109,668,370,669)
print-shop-box xyxy=(1291,1314,1567,1714)
sale-item: 2ον) Ἑτέρα ἀτμομηχανὴ μεταχειρισμένη ὁριζοντία μετὰ καθέτου λέβητος 4 ἵππων ἀρχαιοτέρα μόνον 4 μῆνας. xyxy=(1213,336,1567,365)
price-label: Ἐθν. Τραπέζης Δεχοτρίτων 4 ο/ο xyxy=(111,289,292,303)
price-row xyxy=(109,522,370,535)
price-label: Πανελληνίου Ἀτμοπλοΐας xyxy=(111,560,255,574)
bottle-label: VIN de KOLA xyxy=(1305,1146,1387,1161)
kola-text: Ὁ οἶνος οὗτος παρασκευάζεται ἐξ οἴνου Μαλάγας ἐμπεριέχει ἐν διαλύσει τὰς ἀρχὰς τοῦ τονωτικωτάτου τῆς Κόλας καρύου καὶ σιδήρου. Ἐνδείκνυται κατὰ τῆς ἀναιμίας, νευρασθενείας, χλωρώσεως, δυσπεψίας στομάχου καὶ πάντα τὰ τοιαῦτα. Ἑκάστη φιάλη δρ. 3 xyxy=(1406,971,1567,1138)
story-paragraph: — Πότε θὰ φθάσωμεν; — Θὰ σᾶς φέρουν μίαν ἐφημερίδα. Μείνατε ἐδῶ, ἡ ἐξοδός σας θὰ ἦτο ἐπικίνδυνος. — Φιλάργυρε, πάντοτε ἦ φιλόξενος ὁ Ταλλιέν! — Ὄχι, ἀλλὰ σοῦ ἀποδεικνύω ὅτι εἶναι δυνατόν... Εἶναι ἀρκετὰ ἀσφαλὴς ἡ βαρώνη. xyxy=(384,864,672,948)
divider xyxy=(985,916,1567,918)
price-row xyxy=(109,458,370,471)
rainwear-title: ΑΔΙΑΒΡΟΧΑ xyxy=(174,1435,305,1461)
wine-bottle-illustration xyxy=(1291,970,1400,1247)
sale-item: 7ον) Δύο Χρηματοκιβώτια μεταχειρισμένα. xyxy=(1213,443,1473,458)
masthead xyxy=(0,0,1585,77)
kola-wine-ad xyxy=(1291,924,1567,1856)
price-value: 182 xyxy=(315,303,371,316)
cough-post: Εἰς τὰς ἐπαρχίας ἀποστέλλεται κατὰ λ. 90. xyxy=(998,1399,1263,1414)
remedy-owner: ΝΙΚΟΛ. ΒΑΚΤΑΛΟΠΟΥΛΟΥ xyxy=(985,856,1567,881)
price-row xyxy=(109,239,370,252)
divider xyxy=(109,790,370,792)
post-line: Διὰ Κρήτην (Τζιν), 10 π. μ. xyxy=(109,1067,271,1082)
price-row xyxy=(109,264,370,277)
price-value: 216 xyxy=(315,548,371,561)
divider xyxy=(684,402,973,403)
price-label: Σιδηροδρ. Θεσσαλίας xyxy=(111,508,231,522)
price-value: 37 35 xyxy=(315,612,371,625)
divider xyxy=(684,469,973,471)
therapy-doctor: ΚΩΝΣΤ. Ν. ΦΟΡΤΟΥΝΑ ἰατροῦ xyxy=(1157,149,1395,168)
divider xyxy=(985,233,1567,235)
remedy-invented: ΕΦΕΥΡΕΘΕΝ ΤΟ 1884 xyxy=(985,743,1567,764)
post-date: ΤΡΙΤΗ 21 Νοε. 6ρίου. xyxy=(174,1051,305,1066)
therapy-text: Θεραπεία ριζική, ἀλάνθαστος καὶ ταχεῖα τῶν νοσημάτων τούτων διὰ τῶν νεωτέρων καὶ τελειοτάτων θεραπευτικῶν μεθόδων καὶ ὀργάνων τοῦ Fournier, Bilsor, Dolpeck κλπ. ἐφαρμοζομένων ἐν ταῖς εἰδικαῖς θεραπευτηρίοις τῆς Εὐρώπης. Ὁρα ἐπισκέψεως 8-11 π.μ. 1-5 μ.μ. 8-9 τὸ ἑσπέρας. Ὁδὸς Εὐριπίδου 16. xyxy=(985,171,1567,228)
divider xyxy=(985,700,1567,702)
feuilleton-header: ΤΟ ΔΙΗΓΗΜΑ ΤΟΥ «ΕΜΠΡΟΣ» xyxy=(426,93,630,107)
bicycles-shop: Εἰς τοῦ ΚΟΝΣΟΛΑ xyxy=(1367,1753,1491,1768)
divider xyxy=(985,1419,1276,1421)
clinic-subtitle: ΕΝ ΤΩ ΘΕΡΑΠΕΥΤΗΡΙΩ xyxy=(448,1088,608,1103)
dealer-name: Χ. & Μ. ΧΡΥΣΑΦΙΔΗΣ xyxy=(1119,643,1432,679)
price-row xyxy=(109,612,370,625)
bicycles-title: ΠΟΔΗΛΑΤΑ xyxy=(1291,1728,1567,1751)
price-row xyxy=(109,277,370,290)
sale-item: 6ον) Ζεῦγος τηλεφώνων ἐν ἀρίστῃ καταστάσει τοῦ ὑπὸ τῆς τηλεφωνικῆς ὑπηρεσίας παραδεδεγμένου συστήματος. xyxy=(1213,413,1567,442)
sale-item: 8ον) Δύο τόρνοι καινουργεῖς. xyxy=(1213,459,1391,474)
divider xyxy=(384,1084,672,1085)
sale-title: ΠΩΛΟΥΝΤΑΙ xyxy=(985,241,1567,290)
price-label: Δάνειον Ἀθηνῶν-Πειραιῶς xyxy=(111,315,260,329)
price-value: 193 25 xyxy=(315,419,371,432)
hats-text: Πλησίον Καπνικαρέας. Ἀφίκετο ἐκ Παρισίων πλουσιωτάτη καὶ ἐκλεκτὴ συλλογὴ ὅλων τῶν νεωτέρων μοδέλων διὰ τὴν χειμερινὴν ἐποχήν. Τὸ κατάστημα ΙΩΑΝΝΟΥ ΛΑΖΑΡΗ εἶναι εἰς θέσιν νὰ ἱκανοποιήσῃ καὶ τὰς πλέον ἰδιοτρόπους δεσποινίδας. Μὴ χάνετε τὴν εὐκαιρίαν, ΔΕΣΠΟΙΝΑΙ καὶ ΔΕΣΠΟΙΝΙΔΕΣ. xyxy=(684,594,973,692)
price-value: 99 50 xyxy=(315,574,371,586)
calendar-line: Σελήνη 13 ἡμερῶν xyxy=(183,122,296,137)
divider xyxy=(109,171,370,173)
price-value: 497 25 xyxy=(315,445,371,458)
